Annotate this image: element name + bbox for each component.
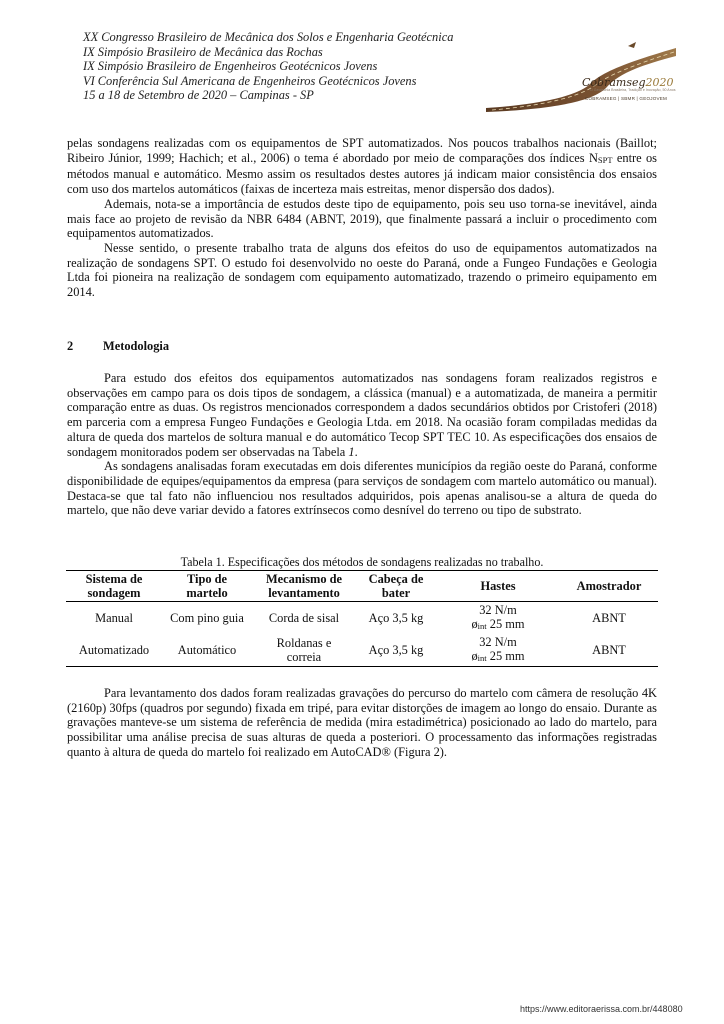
nspt-subscript: SPT — [597, 154, 613, 165]
cell-hastes: 32 N/m $ø_{int}$ 25 mm — [471, 603, 525, 631]
intro-section — [67, 136, 657, 300]
header-line-4: VI Conferência Sul Americana de Engenheiros Geotécnicos Jovens — [83, 73, 417, 88]
intro-paragraph-2: Ademais, nota-se a importância de estudos deste tipo de equipamento, pois seu uso torna-se inevitável, ainda mais face ao projeto de revisão da NBR 6484 (ABNT, 2019), que finalmente passará a incluir o procedimento com equipamentos automatizados. — [67, 196, 657, 241]
post-table-section — [67, 686, 657, 760]
logo-tagline: COBRAMSEG | SBMR | GEOJOVEM — [585, 96, 668, 101]
cell-amostrador: ABNT — [592, 611, 626, 625]
logo-motto: O Geotecnia Brasileira, Tradição e Inovação, 50 Anos — [590, 88, 676, 92]
cell-cabeca: Aço 3,5 kg — [368, 643, 424, 657]
cell-tipo: Com pino guia — [170, 611, 244, 625]
intro-paragraph-3: Nesse sentido, o presente trabalho trata de alguns dos efeitos do uso de equipamentos automatizados na realização de sondagens SPT. O estudo foi desenvolvido no oeste do Paraná, onde a Fungeo Fundações e Geologia Ltda foi pioneira na realização de sondagem com equipamento automatizado, trazendo o primeiro equipamento em 2014. — [67, 240, 657, 300]
footer-url: https://www.editoraerissa.com.br/448080 — [520, 1004, 683, 1014]
header-line-2: IX Simpósio Brasileiro de Mecânica das Rochas — [83, 44, 323, 59]
table-caption: Tabela 1. Especificações dos métodos de sondagens realizadas no trabalho. — [180, 555, 544, 569]
methodology-paragraph-1: Para estudo dos efeitos dos equipamentos automatizados nas sondagens foram realizados registros e observações em campo para os dois tipos de sondagem, a clássica (manual) e a automatizada, de maneira a permitir comparação entre as duas. Os registros mencionados correspondem a dados secundários obtidos por Cristoferi (2018) em parceria com a empresa Fungeo Fundações e Geologia Ltda. em 2018. Na ocasião foram compiladas medidas da altura de queda dos martelos de soltura manual e do automático Tecop SPT TEC 10. As especificações dos ensaios de sondagem monitorados podem ser observadas na Tabela 1. — [67, 371, 657, 459]
logo-brand: Cobramseg2020 — [582, 76, 674, 89]
header-line-3: IX Simpósio Brasileiro de Engenheiros Geotécnicos Jovens — [83, 59, 378, 73]
cell-tipo: Automático — [177, 643, 237, 657]
header-amostrador: Amostrador — [576, 579, 642, 593]
header-cabeca: Cabeça de bater — [368, 572, 424, 600]
conference-header — [83, 30, 503, 103]
header-line-1: XX Congresso Brasileiro de Mecânica dos Solos e Engenharia Geotécnica — [83, 30, 454, 44]
section-number: 2 — [67, 339, 74, 353]
cell-hastes: 32 N/m $ø_{int}$ 25 mm — [471, 635, 525, 663]
methodology-paragraph-2: As sondagens analisadas foram executadas em dois diferentes municípios da região oeste do Paraná, conforme disponibilidade de equipes/equipamentos da empresa (para serviços de sondagem com martelo automático ou manual). Destaca-se que tal fato não influenciou nos resultados adquiridos, pois apenas analisou-se a altura de queda do martelo, que não deve variar devido a fatores extrínsecos como desnível do terreno ou tipo de substrato. — [67, 459, 657, 518]
header-mecanismo: Mecanismo de levantamento — [265, 572, 343, 600]
cobramseg-logo — [478, 40, 678, 112]
cell-sistema: Automatizado — [78, 643, 150, 657]
section-heading — [67, 339, 169, 354]
cell-cabeca: Aço 3,5 kg — [368, 611, 424, 625]
cell-amostrador: ABNT — [592, 643, 626, 657]
cell-mecanismo: Roldanas e correia — [276, 636, 332, 664]
header-hastes: Hastes — [480, 579, 516, 593]
methodology-section — [67, 371, 657, 518]
header-sistema: Sistema de sondagem — [85, 572, 143, 600]
table-row — [66, 634, 658, 667]
table-header-row — [66, 571, 658, 602]
header-dates: 15 a 18 de Setembro de 2020 – Campinas - SP — [83, 88, 314, 102]
specifications-table — [66, 570, 658, 667]
table-reference: 1 — [348, 444, 355, 459]
table-row — [66, 602, 658, 635]
cell-mecanismo: Corda de sisal — [268, 611, 340, 625]
intro-paragraph-1: pelas sondagens realizadas com os equipamentos de SPT automatizados. Nos poucos trabalhos nacionais (Baillot; Ribeiro Júnior, 1999; Hachich; et al., 2006) o tema é abordado por meio de comparações dos índices $N_{SPT}$ entre os métodos manual e automático. Mesmo assim os resultados destes autores já indicam maior consistência dos ensaios com uso dos martelos automáticos (faixas de incerteza mais estreitas, menor dispersão dos dados). — [67, 136, 657, 197]
header-tipo: Tipo de martelo — [186, 572, 228, 600]
cell-sistema: Manual — [95, 611, 133, 625]
section-title: Metodologia — [103, 339, 170, 353]
methodology-paragraph-3: Para levantamento dos dados foram realizadas gravações do percurso do martelo com câmera de resolução 4K (2160p) 30fps (quadros por segundo) fixada em tripé, para evitar distorções de imagem ao longo do ensaio. Durante as gravações manteve-se um sistema de referência de medida (mira estadimétrica) posicionado ao lado do martelo, para possibilitar uma análise precisa de suas alturas de queda a posteriori. O processamento das informações registradas quanto à altura de queda do martelo foi realizado em AutoCAD® (Figura 2). — [67, 686, 657, 759]
